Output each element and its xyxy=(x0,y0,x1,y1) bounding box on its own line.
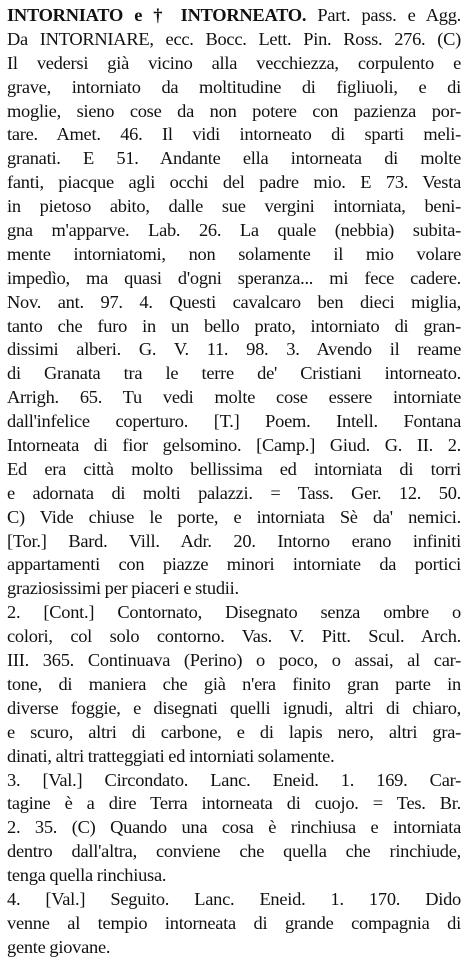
entry-line-4: grave, intorniato da moltitudine di figliuoli, e di xyxy=(7,76,461,97)
sense-3-line-1: 3. [Val.] Circondato. Lanc. Eneid. 1. 169. Car- xyxy=(7,769,461,790)
entry-line-16: di Granata tra le terre de' Cristiani intorneato. xyxy=(7,363,461,384)
sense-4-line-2: venne al tempio intorneata di grande compagnia di xyxy=(7,912,461,933)
entry-line-25: graziosissimi per piaceri e studii. xyxy=(7,578,239,599)
entry-line-8: fanti, piacque agli occhi del padre mio. E 73. Vesta xyxy=(7,172,461,193)
sense-2-line-1: 2. [Cont.] Contornato, Disegnato senza ombre o xyxy=(7,602,461,623)
sense-2-line-7: dinati, altri tratteggiati ed intorniati solamente. xyxy=(7,745,335,766)
sense-2-line-6: e scuro, altri di carbone, e di lapis nero, altri gra- xyxy=(7,721,461,742)
sense-3-line-5: tenga quella rinchiusa. xyxy=(7,865,167,886)
entry-line-23: [Tor.] Bard. Vill. Adr. 20. Intorno erano infiniti xyxy=(7,530,461,551)
entry-line-11: mente intorniatomi, non solamente il mio volare xyxy=(7,243,461,264)
entry-line-3: Il vedersi già vicino alla vecchiezza, corpulento e xyxy=(7,52,461,73)
entry-line-18: dall'infelice coperturo. [T.] Poem. Intell. Fontana xyxy=(7,411,461,432)
sense-4-line-3: gente giovane. xyxy=(7,936,111,957)
sense-2-line-2: colori, col solo contorno. Vas. V. Pitt. Scul. Arch. xyxy=(7,626,461,647)
sense-2-line-5: diverse foggie, e disegnati quelli ignudi, altri di chiaro, xyxy=(7,697,461,718)
sense-4-line-1: 4. [Val.] Seguito. Lanc. Eneid. 1. 170. Dido xyxy=(7,888,461,909)
entry-line-12: impedìo, ma quasi d'ogni speranza... mi fece cadere. xyxy=(7,267,461,288)
entry-line-6: tare. Amet. 46. Il vidi intorneato di sparti meli- xyxy=(7,124,461,145)
sense-3-line-3: 2. 35. (C) Quando una cosa è rinchiusa e intorniata xyxy=(7,817,461,838)
entry-line-15: dissimi alberi. G. V. 11. 98. 3. Avendo il reame xyxy=(7,339,461,360)
entry-line-2: Da INTORNIARE, ecc. Bocc. Lett. Pin. Ross. 276. (C) xyxy=(7,28,461,49)
entry-line-10: gna m'apparve. Lab. 26. La quale (nebbia) subita- xyxy=(7,220,461,241)
entry-line-22: C) Vide chiuse le porte, e intorniata Sè da' nemici. xyxy=(7,506,461,527)
entry-line-24: appartamenti con piazze minori intorniate da portici xyxy=(7,554,461,575)
entry-line-7: granati. E 51. Andante ella intorneata di molte xyxy=(7,148,461,169)
sense-3-line-4: dentro dall'altra, conviene che quella che rinchiude, xyxy=(7,841,461,862)
entry-line-5: moglie, sieno cose da non potere con pazienza por- xyxy=(7,100,461,121)
sense-2-line-4: tone, di maniera che già n'era finito gran parte in xyxy=(7,673,461,694)
sense-2-line-3: III. 365. Continuava (Perino) o poco, o assai, al car- xyxy=(7,650,461,671)
entry-line-19: Intorneata di fior gelsomino. [Camp.] Giud. G. II. 2. xyxy=(7,435,461,456)
entry-line-13: Nov. ant. 97. 4. Questi cavalcaro ben dieci miglia, xyxy=(7,291,461,312)
entry-line-1: INTORNIATO e † INTORNEATO. Part. pass. e Agg. xyxy=(7,5,461,25)
headword: INTORNIATO e † INTORNEATO. xyxy=(7,5,307,25)
sense-3-line-2: tagine è a dire Terra intorneata di cuojo. = Tes. Br. xyxy=(7,793,461,814)
entry-line-20: Ed era città molto bellissima ed intorniata di torri xyxy=(7,458,461,479)
entry-line-21: e adornata di molti palazzi. = Tass. Ger. 12. 50. xyxy=(7,482,461,503)
entry-line-17: Arrigh. 65. Tu vedi molte cose essere intorniate xyxy=(7,387,461,408)
entry-line-9: in pietoso abito, dalle sue vergini intorniata, beni- xyxy=(7,196,461,217)
entry-line-14: tanto che furo in un bello prato, intorniato di gran- xyxy=(7,315,461,336)
